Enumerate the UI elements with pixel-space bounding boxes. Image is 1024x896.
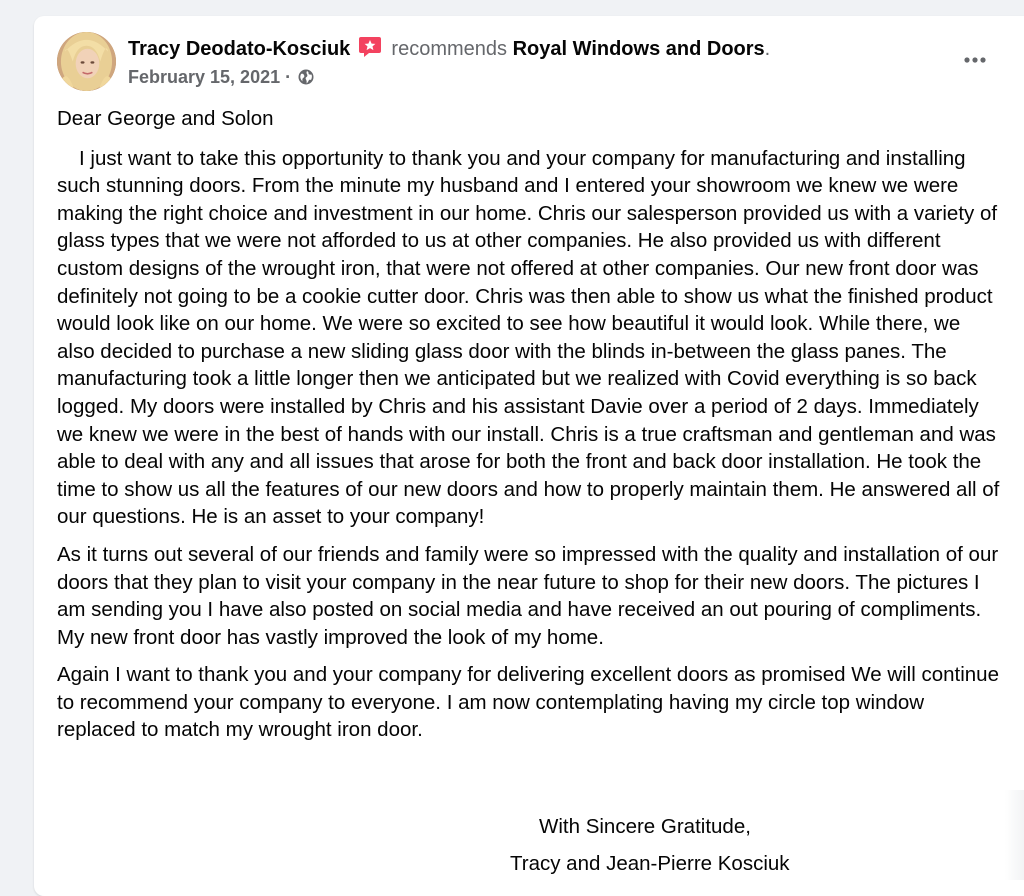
globe-icon[interactable] bbox=[298, 67, 314, 83]
post-header bbox=[128, 36, 770, 62]
post-greeting: Dear George and Solon bbox=[57, 107, 274, 130]
post-body bbox=[57, 105, 1002, 744]
post-signoff: With Sincere Gratitude, bbox=[539, 815, 751, 838]
post-paragraph-1: I just want to take this opportunity to thank you and your company for manufacturing and installing such stunning doors. From the minute my husband and I entered your showroom we knew we were making the right choice and investment in our home. Chris our salesperson provided us with a variety of glass types that we were not afforded to us at other companies. He also provided us with different custom designs of the wrought iron, that were not offered at other companies. Our new front door was definitely not going to be a cookie cutter door. Chris was then able to show us what the finished product would look like on our home. We were so excited to see how beautiful it would look. While there, we also decided to purchase a new sliding glass door with the blinds in-between the glass panes. The manufacturing took a little longer then we anticipated but we realized with Covid everything is so back logged. My doors were installed by Chris and his assistant Davie over a period of 2 days. Immediately we knew we were in the best of hands with our install. Chris is a true craftsman and gentleman and was able to deal with any and all issues that arose for both the front and back door installation. He took the time to show us all the features of our new doors and how to properly maintain them. He answered all of our questions. He is an asset to your company! bbox=[57, 146, 1000, 529]
date-separator: · bbox=[280, 67, 297, 87]
edge-shadow bbox=[1005, 790, 1024, 880]
author-name[interactable]: Tracy Deodato-Kosciuk bbox=[128, 38, 351, 60]
recommend-star-icon bbox=[358, 36, 382, 58]
header-period: . bbox=[764, 38, 771, 60]
page-name-link[interactable]: Royal Windows and Doors bbox=[512, 38, 765, 60]
post-paragraph-3: Again I want to thank you and your company for delivering excellent doors as promised We will continue to recommend your company to everyone. I am now contemplating having my circle top window replaced to match my wrought iron door. bbox=[57, 663, 999, 742]
author-avatar[interactable] bbox=[57, 32, 116, 91]
post-meta bbox=[128, 65, 314, 89]
more-options-icon[interactable] bbox=[955, 48, 995, 72]
recommends-text: recommends bbox=[391, 38, 508, 60]
post-signature: Tracy and Jean-Pierre Kosciuk bbox=[510, 852, 790, 875]
post-paragraph-2: As it turns out several of our friends and family were so impressed with the quality and installation of our doors that they plan to visit your company in the near future to shop for their new doors. The pictures I am sending you I have also posted on social media and have received an out pouring of compliments. My new front door has vastly improved the look of my home. bbox=[57, 542, 999, 649]
post-date[interactable]: February 15, 2021 bbox=[128, 67, 281, 87]
avatar-photo bbox=[57, 32, 116, 91]
